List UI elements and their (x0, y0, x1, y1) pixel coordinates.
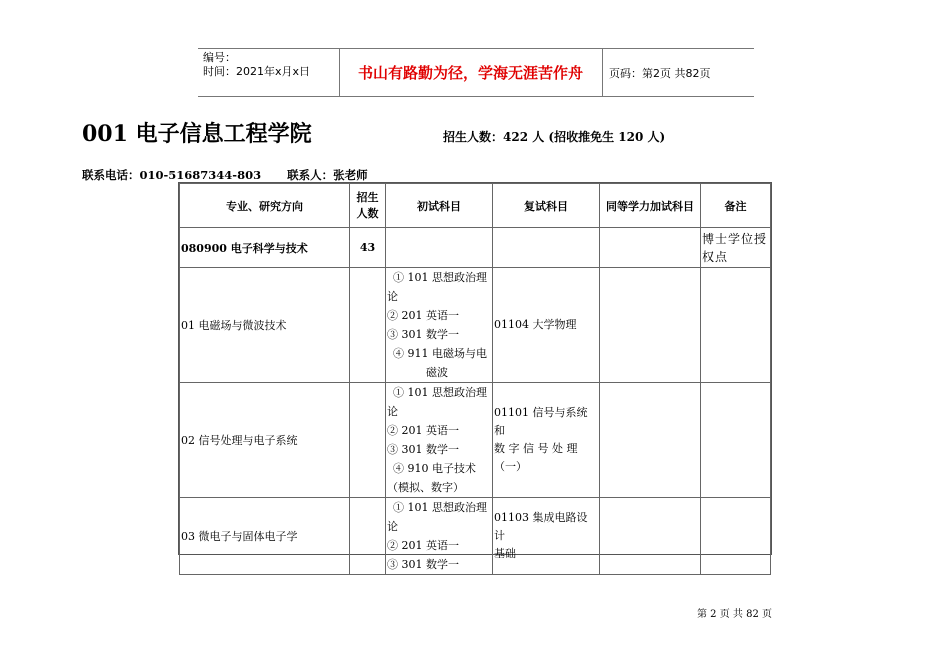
retest-subjects: 01104 大学物理 (493, 268, 600, 383)
table-cell (350, 383, 386, 498)
exam-subjects: ① 101 思想政治理 论 ② 201 英语一 ③ 301 数学一 ④ 910 电子技术 （模拟、数字） (386, 383, 493, 498)
header-bottom-rule (198, 96, 754, 97)
table-cell (701, 498, 771, 575)
retest-subjects: 01103 集成电路设计 基础 (493, 498, 600, 575)
header-divider (602, 48, 603, 96)
contact-line (82, 167, 368, 183)
table-cell (701, 383, 771, 498)
header-exam: 初试科目 (386, 184, 493, 228)
table-row (180, 383, 771, 498)
table-cell (600, 498, 701, 575)
table-cell (386, 228, 493, 268)
header-major: 专业、研究方向 (180, 184, 350, 228)
table-cell (350, 268, 386, 383)
exam-subjects: ① 101 思想政治理 论 ② 201 英语一 ③ 301 数学一 (386, 498, 493, 575)
contact-person: 联系人：张老师 (287, 168, 368, 182)
table-cell (350, 498, 386, 575)
header-retest: 复试科目 (493, 184, 600, 228)
department-title: 001 电子信息工程学院 (82, 121, 312, 147)
table-cell (701, 268, 771, 383)
table-cell (600, 268, 701, 383)
page-footer: 第 2 页 共 82 页 (697, 609, 772, 620)
exam-subjects: ① 101 思想政治理 论 ② 201 英语一 ③ 301 数学一 ④ 911 电磁场与电 磁波 (386, 268, 493, 383)
header-page-label: 页码：第2页 共82页 (609, 67, 711, 80)
enrollment-count: 招生人数：422 人 (招收推免生 120 人) (443, 130, 666, 144)
contact-phone: 联系电话：010-51687344-803 (82, 168, 262, 182)
table-row (180, 498, 771, 575)
table-header-row (180, 184, 771, 228)
table-cell (600, 228, 701, 268)
table-cell (600, 383, 701, 498)
direction-name: 03 微电子与固体电子学 (180, 498, 350, 575)
header-equivalent: 同等学力加试科目 (600, 184, 701, 228)
table-row (180, 268, 771, 383)
header-meta (203, 51, 310, 79)
direction-name: 02 信号处理与电子系统 (180, 383, 350, 498)
header-note: 备注 (701, 184, 771, 228)
direction-name: 01 电磁场与微波技术 (180, 268, 350, 383)
header-motto: 书山有路勤为径，学海无涯苦作舟 (357, 63, 583, 82)
header-count: 招生人数 (350, 184, 386, 228)
time-label: 时间：2021年x月x日 (203, 65, 311, 78)
major-name: 080900 电子科学与技术 (180, 228, 350, 268)
major-note: 博士学位授 权点 (701, 228, 771, 268)
major-row (180, 228, 771, 268)
table-cell (493, 228, 600, 268)
admissions-table (178, 182, 772, 571)
major-count: 43 (350, 228, 386, 268)
serial-label: 编号： (203, 51, 236, 64)
retest-subjects: 01101 信号与系统和 数 字 信 号 处 理 （一） (493, 383, 600, 498)
